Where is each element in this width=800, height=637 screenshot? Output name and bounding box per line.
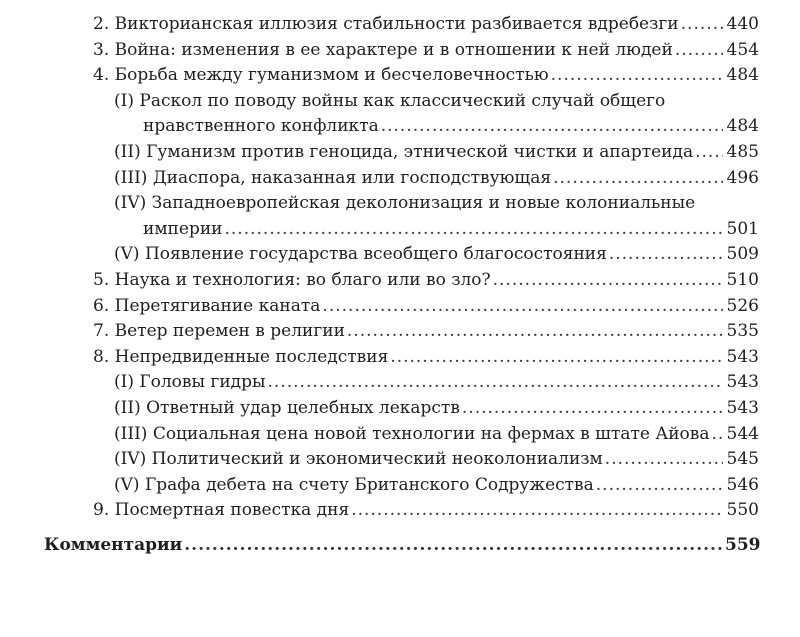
toc-entry-page: 509	[726, 244, 759, 265]
toc-entry-title: 4. Борьба между гуманизмом и бесчеловечностью	[93, 65, 549, 86]
toc-subentry	[114, 473, 800, 499]
leader-dots	[493, 268, 723, 294]
toc-entry-page: 485	[726, 141, 759, 162]
toc-top-entry	[44, 533, 800, 559]
toc-entry-page: 501	[726, 218, 759, 239]
leader-dots	[551, 63, 723, 89]
toc-entry-page: 496	[726, 167, 759, 188]
toc-subentry-continuation	[143, 114, 800, 140]
toc-subentry	[114, 447, 800, 473]
toc-subentry	[114, 396, 800, 422]
toc-entry-title: Комментарии	[44, 534, 183, 555]
toc-entry	[93, 63, 800, 89]
toc-entry	[93, 12, 800, 38]
toc-entry-title: (II) Ответный удар целебных лекарств	[114, 397, 460, 418]
leader-dots	[225, 217, 724, 243]
toc-entry-title: 8. Непредвиденные последствия	[93, 346, 389, 367]
toc-entry	[93, 498, 800, 524]
leader-dots	[347, 319, 723, 345]
toc-entry-title: 9. Посмертная повестка дня	[93, 500, 350, 521]
leader-dots	[184, 533, 723, 559]
leader-dots	[609, 242, 723, 268]
toc-entry-page: 546	[726, 474, 759, 495]
toc-subentry	[114, 89, 800, 115]
toc-entry-title: (IV) Западноевропейская деколонизация и новые колониальные	[114, 193, 696, 214]
table-of-contents	[0, 12, 800, 558]
toc-entry-page: 484	[726, 116, 759, 137]
toc-entry-page: 526	[726, 295, 759, 316]
leader-dots	[675, 38, 723, 64]
leader-dots	[695, 140, 723, 166]
leader-dots	[351, 498, 723, 524]
toc-entry-title: 5. Наука и технология: во благо или во зло?	[93, 269, 491, 290]
toc-entry-page: 544	[726, 423, 759, 444]
toc-entry	[93, 294, 800, 320]
toc-entry-page: 559	[725, 534, 761, 555]
toc-entry-title: 3. Война: изменения в ее характере и в отношении к ней людей	[93, 39, 673, 60]
toc-entry-page: 545	[726, 449, 759, 470]
leader-dots	[553, 166, 723, 192]
leader-dots	[381, 114, 723, 140]
toc-entry-page: 543	[726, 346, 759, 367]
toc-subentry	[114, 422, 800, 448]
toc-entry-title: (I) Головы гидры	[114, 372, 266, 393]
toc-entry-title: 2. Викторианская иллюзия стабильности разбивается вдребезги	[93, 14, 679, 34]
leader-dots	[596, 473, 723, 499]
toc-entry-title: (IV) Политический и экономический неоколониализм	[114, 449, 603, 470]
toc-subentry	[114, 242, 800, 268]
toc-entry-page: 440	[726, 14, 759, 34]
toc-entry-page: 484	[726, 65, 759, 86]
toc-subentry	[114, 166, 800, 192]
toc-entry-title: (III) Диаспора, наказанная или господствующая	[114, 167, 552, 188]
toc-subentry	[114, 370, 800, 396]
toc-entry-title: (V) Графа дебета на счету Британского Содружества	[114, 474, 594, 495]
leader-dots	[681, 12, 723, 38]
toc-entry-title-cont: нравственного конфликта	[143, 116, 379, 137]
toc-entry-page: 543	[726, 397, 759, 418]
leader-dots	[322, 294, 723, 320]
toc-entry	[93, 345, 800, 371]
leader-dots	[268, 370, 723, 396]
leader-dots	[605, 447, 723, 473]
toc-entry	[93, 268, 800, 294]
toc-entry-title: (V) Появление государства всеобщего благосостояния	[114, 244, 607, 265]
toc-subentry-continuation	[143, 217, 800, 243]
toc-subentry	[114, 140, 800, 166]
toc-entry	[93, 319, 800, 345]
leader-dots	[462, 396, 723, 422]
toc-entry-page: 543	[726, 372, 759, 393]
toc-entry-title: 6. Перетягивание каната	[93, 295, 321, 316]
toc-entry-title: (II) Гуманизм против геноцида, этнической чистки и апартеида	[114, 141, 694, 162]
toc-subentry	[114, 191, 800, 217]
toc-entry-title: (I) Раскол по поводу войны как классический случай общего	[114, 90, 666, 111]
toc-entry-page: 454	[726, 39, 759, 60]
toc-entry-page: 510	[726, 269, 759, 290]
toc-entry-title-cont: империи	[143, 218, 223, 239]
leader-dots	[390, 345, 723, 371]
toc-entry-page: 535	[726, 321, 759, 342]
toc-entry-title: (III) Социальная цена новой технологии на фермах в штате Айова	[114, 423, 710, 444]
toc-entry-title: 7. Ветер перемен в религии	[93, 321, 345, 342]
leader-dots	[712, 422, 724, 448]
toc-entry-page: 550	[726, 500, 759, 521]
toc-entry	[93, 38, 800, 64]
